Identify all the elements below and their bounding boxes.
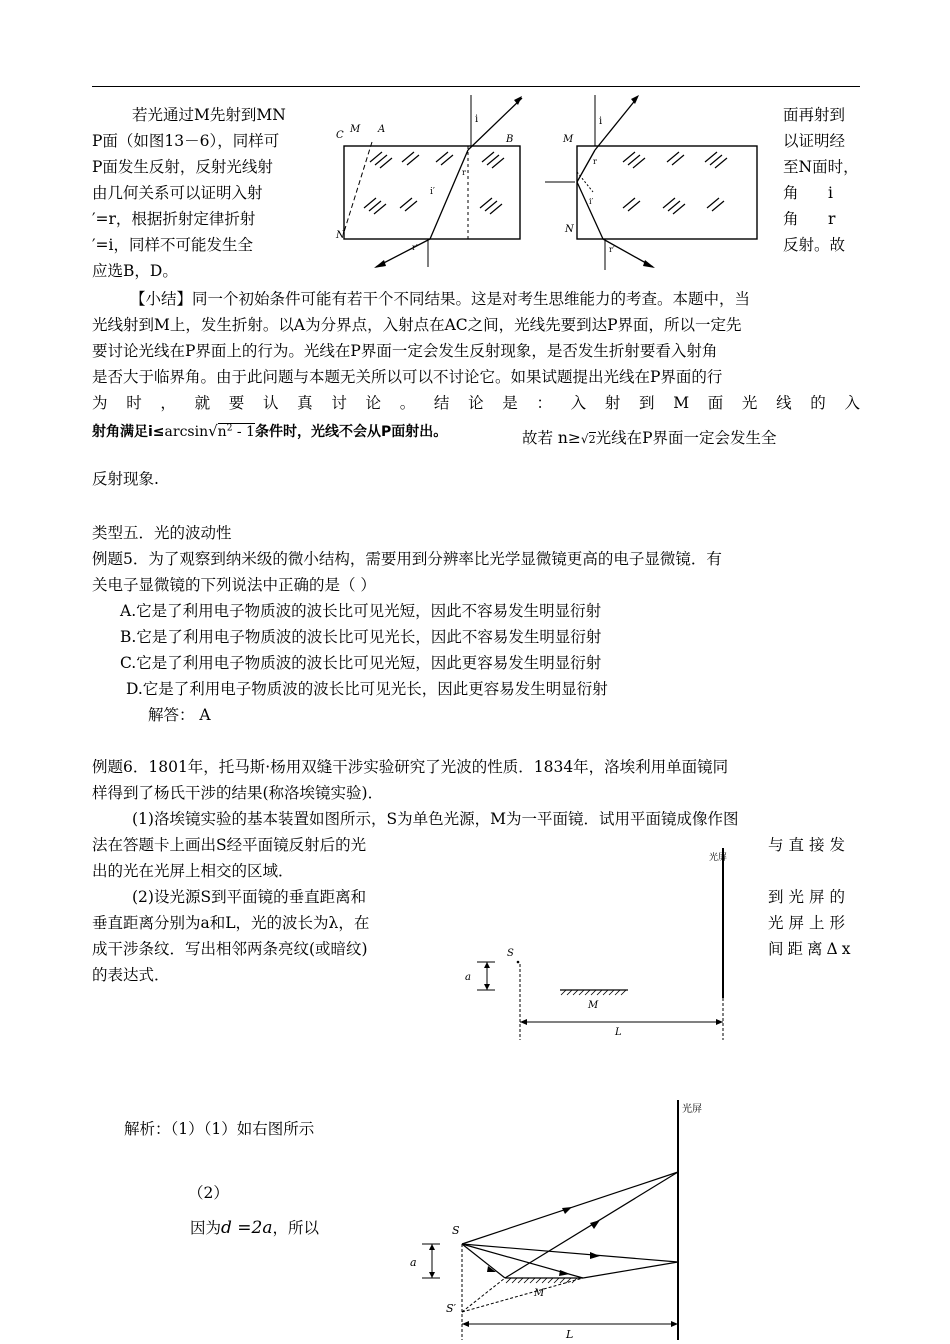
label: M bbox=[350, 124, 361, 135]
label: a bbox=[465, 972, 471, 983]
formula-minus: - 1 bbox=[232, 424, 255, 440]
ex5-option-d: D.它是了利用电子物质波的波长比可见光长，因此更容易发生明显衍射 bbox=[126, 680, 608, 698]
ex6-line: 出的光在光屏上相交的区域． bbox=[92, 862, 294, 880]
label: r′ bbox=[609, 245, 615, 254]
formula-prefix: 射角满足i≤ bbox=[92, 424, 165, 440]
tail-a: 故若 n≥ bbox=[522, 429, 581, 447]
label: a bbox=[410, 1256, 417, 1269]
label: S′ bbox=[446, 1302, 457, 1315]
text-line: P面（如图13－6），同样可 bbox=[92, 132, 280, 150]
label: i′ bbox=[430, 187, 435, 197]
text-line: 若光通过M先射到MN bbox=[132, 106, 286, 124]
sqrt-sign: √ bbox=[580, 432, 589, 446]
label: r′ bbox=[412, 243, 418, 252]
ex6-line: 样得到了杨氏干涉的结果(称洛埃镜实验)． bbox=[92, 784, 384, 802]
text-line: ′=i，同样不可能发生全 bbox=[92, 236, 253, 254]
ex5-option-a: A.它是了利用电子物质波的波长比可见光短，因此不容易发生明显衍射 bbox=[120, 602, 602, 620]
tail-sqrt: 2 bbox=[588, 433, 596, 446]
summary-last-line: 反射现象. bbox=[92, 470, 159, 488]
figure-lloyd-mirror bbox=[455, 840, 745, 1040]
summary-line: 要讨论光线在P界面上的行为。光线在P界面一定会发生反射现象，是否发生折射要看入射角 bbox=[92, 342, 718, 360]
tail-b: 光线在P界面一定会发生全 bbox=[595, 429, 777, 447]
ex5-line: 关电子显微镜的下列说法中正确的是（ ） bbox=[92, 576, 376, 594]
ex6-line: 与直接发 bbox=[768, 836, 851, 854]
summary-line: 【小结】同一个初始条件可能有若干个不同结果。这是对考生思维能力的考查。本题中，当 bbox=[130, 290, 751, 308]
label: r bbox=[462, 168, 466, 177]
label: M bbox=[588, 1000, 599, 1011]
formula-line bbox=[92, 421, 447, 441]
formula-exp: 2 bbox=[226, 423, 233, 434]
formula-arcsin: arcsin bbox=[164, 424, 209, 440]
ex6-line: (1)洛埃镜实验的基本装置如图所示，S为单色光源，M为一平面镜．试用平面镜成像作图 bbox=[132, 810, 739, 828]
ex6-line: 法在答题卡上画出S经平面镜反射后的光 bbox=[92, 836, 367, 854]
ex5-option-c: C.它是了利用电子物质波的波长比可见光短，因此更容易发生明显衍射 bbox=[120, 654, 602, 672]
ex5-option-b: B.它是了利用电子物质波的波长比可见光长，因此不容易发生明显衍射 bbox=[120, 628, 602, 646]
figure-13-6-left bbox=[332, 92, 532, 272]
label: M bbox=[534, 1288, 545, 1299]
analysis-because-line bbox=[190, 1216, 319, 1238]
label: M bbox=[563, 134, 574, 145]
label: i bbox=[599, 116, 603, 127]
label: B bbox=[506, 134, 514, 145]
tail-line bbox=[522, 426, 777, 448]
label: A bbox=[378, 124, 386, 135]
text-line: ′=r，根据折射定律折射 bbox=[92, 210, 256, 228]
formula-suffix: 条件时，光线不会从P面射出。 bbox=[254, 424, 448, 440]
text-line: 角 i bbox=[783, 184, 834, 202]
label: N bbox=[565, 224, 574, 235]
ex6-line: (2)设光源S到平面镜的垂直距离和 bbox=[132, 888, 367, 906]
analysis-part2: （2） bbox=[188, 1184, 229, 1202]
summary-text: 为时，就要认真讨论。结论是：入射到M面光线的入 bbox=[92, 394, 860, 412]
figure-answer bbox=[400, 1090, 730, 1344]
label: i bbox=[475, 114, 479, 125]
text-line: 以证明经 bbox=[783, 132, 846, 150]
label: C bbox=[336, 130, 344, 141]
ex6-line: 成干涉条纹．写出相邻两条亮纹(或暗纹) bbox=[92, 940, 368, 958]
analysis-line: 解析：（1）（1）如右图所示 bbox=[124, 1120, 315, 1138]
sqrt-sign: √ bbox=[208, 422, 218, 440]
label: r bbox=[593, 157, 597, 166]
label: N bbox=[336, 230, 345, 241]
label: S bbox=[507, 948, 514, 959]
formula-radicand: n bbox=[217, 424, 227, 440]
text-line: 面再射到 bbox=[783, 106, 846, 124]
label: L bbox=[566, 1328, 574, 1341]
ex6-line: 间距离Δx bbox=[768, 940, 855, 958]
text-line: 应选B，D。 bbox=[92, 262, 178, 280]
because-text: 因为 bbox=[190, 1219, 222, 1237]
label: S bbox=[452, 1224, 460, 1237]
text-line: 由几何关系可以证明入射 bbox=[92, 184, 263, 202]
ex5-answer: 解答： A bbox=[148, 706, 211, 724]
formula-d: d =2a bbox=[221, 1218, 273, 1238]
header-rule bbox=[92, 86, 860, 87]
ex5-line: 例题5．为了观察到纳米级的微小结构，需要用到分辨率比光学显微镜更高的电子显微镜．有 bbox=[92, 550, 722, 568]
source-point bbox=[517, 961, 520, 964]
figure-13-6-right bbox=[545, 92, 760, 272]
ex6-line: 的表达式． bbox=[92, 966, 170, 984]
ex6-line: 垂直距离分别为a和L，光的波长为λ，在 bbox=[92, 914, 370, 932]
summary-line: 是否大于临界角。由于此问题与本题无关所以可以不讨论它。如果试题提出光线在P界面的行 bbox=[92, 368, 723, 386]
text-line: P面发生反射，反射光线射 bbox=[92, 158, 273, 176]
label: i′ bbox=[589, 197, 594, 206]
so-text: ，所以 bbox=[272, 1219, 320, 1237]
summary-line bbox=[92, 391, 860, 413]
label: L bbox=[615, 1027, 622, 1038]
section-heading: 类型五．光的波动性 bbox=[92, 524, 232, 542]
ex6-line: 光屏上形 bbox=[768, 914, 851, 932]
text-line: 至N面时， bbox=[783, 158, 859, 176]
text-line: 反射。故 bbox=[783, 236, 846, 254]
summary-line: 光线射到M上，发生折射。以A为分界点，入射点在AC之间，光线先要到达P界面，所以一定先 bbox=[92, 316, 742, 334]
text-line: 角 r bbox=[783, 210, 836, 228]
ex6-line: 到光屏的 bbox=[768, 888, 851, 906]
ex6-line: 例题6．1801年，托马斯·杨用双缝干涉实验研究了光波的性质．1834年，洛埃利用单面镜同 bbox=[92, 758, 729, 776]
label: 光屏 bbox=[709, 853, 728, 863]
label: 光屏 bbox=[682, 1104, 702, 1115]
